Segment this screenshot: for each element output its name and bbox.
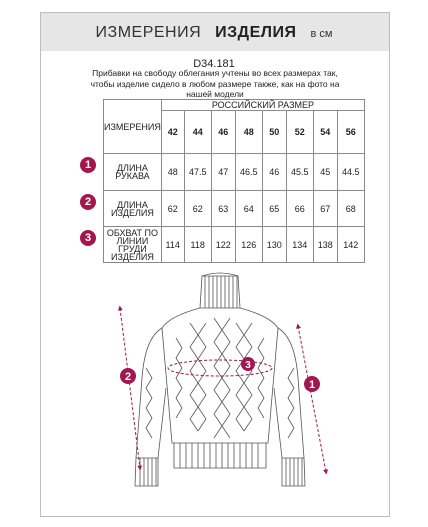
marker-2 bbox=[120, 368, 136, 384]
table-cell: 44.5 bbox=[337, 154, 364, 191]
fit-note: Прибавки на свободу облегания учтены во всех размерах так, чтобы изделие сидело в любом размере также, как на фото на нашей модели bbox=[90, 68, 340, 99]
table-row bbox=[104, 227, 365, 263]
size-header-cell: 54 bbox=[313, 111, 337, 154]
table-cell: 45.5 bbox=[286, 154, 313, 191]
table-cell: 68 bbox=[337, 191, 364, 227]
table-cell: 46 bbox=[262, 154, 286, 191]
row-number-badge: 3 bbox=[80, 230, 96, 246]
table-cell: 67 bbox=[313, 191, 337, 227]
size-header-cell: 52 bbox=[286, 111, 313, 154]
size-header-cell: 42 bbox=[161, 111, 184, 154]
marker-2-label: 2 bbox=[124, 371, 132, 383]
table-cell: 62 bbox=[184, 191, 211, 227]
sleeve-line bbox=[298, 326, 326, 472]
table-cell: 66 bbox=[286, 191, 313, 227]
table-cell: 65 bbox=[262, 191, 286, 227]
size-system-header: РОССИЙСКИЙ РАЗМЕР bbox=[161, 100, 364, 111]
table-cell: 130 bbox=[262, 227, 286, 263]
row-label: ДЛИНА ИЗДЕЛИЯ bbox=[104, 191, 162, 227]
chest-ellipse bbox=[168, 360, 272, 376]
measure-lines bbox=[120, 308, 326, 472]
marker-1-label: 1 bbox=[308, 379, 316, 391]
marker-1 bbox=[304, 376, 320, 392]
title-part1: ИЗМЕРЕНИЯ bbox=[95, 24, 202, 41]
table-cell: 118 bbox=[184, 227, 211, 263]
table-cell: 138 bbox=[313, 227, 337, 263]
row-number-badge: 2 bbox=[80, 194, 96, 210]
product-code: D34.181 bbox=[193, 58, 235, 70]
page-title bbox=[0, 24, 428, 42]
marker-3-label: 3 bbox=[245, 360, 251, 371]
table-cell: 62 bbox=[161, 191, 184, 227]
table-cell: 47 bbox=[211, 154, 235, 191]
length-line bbox=[120, 308, 140, 468]
sweater-outline bbox=[135, 273, 305, 486]
row-label: ДЛИНА РУКАВА bbox=[104, 154, 162, 191]
table-cell: 45 bbox=[313, 154, 337, 191]
table-cell: 64 bbox=[235, 191, 262, 227]
size-header-cell: 46 bbox=[211, 111, 235, 154]
table-cell: 47.5 bbox=[184, 154, 211, 191]
marker-3 bbox=[241, 357, 255, 371]
table-row bbox=[104, 191, 365, 227]
size-header-cell: 44 bbox=[184, 111, 211, 154]
size-header-cell: 56 bbox=[337, 111, 364, 154]
size-header-cell: 48 bbox=[235, 111, 262, 154]
table-cell: 46.5 bbox=[235, 154, 262, 191]
table-row bbox=[104, 154, 365, 191]
table-cell: 142 bbox=[337, 227, 364, 263]
title-part2: ИЗДЕЛИЯ bbox=[215, 24, 297, 41]
table-cell: 134 bbox=[286, 227, 313, 263]
table-cell: 63 bbox=[211, 191, 235, 227]
table-cell: 126 bbox=[235, 227, 262, 263]
size-header-cell: 50 bbox=[262, 111, 286, 154]
table-cell: 122 bbox=[211, 227, 235, 263]
title-unit: в см bbox=[310, 28, 333, 40]
measure-header: ИЗМЕРЕНИЯ bbox=[104, 100, 162, 154]
table-cell: 48 bbox=[161, 154, 184, 191]
size-table bbox=[103, 99, 365, 263]
row-number-badge: 1 bbox=[80, 157, 96, 173]
sweater-diagram bbox=[90, 268, 350, 508]
table-cell: 114 bbox=[161, 227, 184, 263]
row-label: ОБХВАТ ПО ЛИНИИ ГРУДИ ИЗДЕЛИЯ bbox=[104, 227, 162, 263]
